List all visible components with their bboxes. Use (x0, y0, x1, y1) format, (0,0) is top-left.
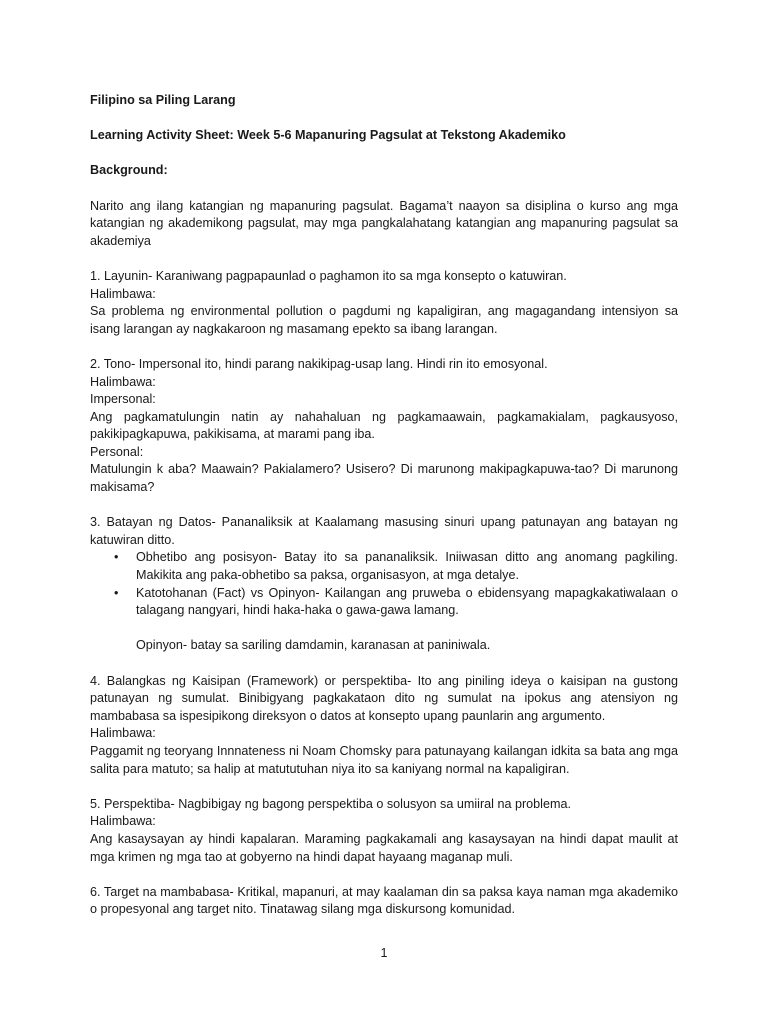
sheet-title: Learning Activity Sheet: Week 5-6 Mapanuring Pagsulat at Tekstong Akademiko (90, 128, 566, 143)
subject-title: Filipino sa Piling Larang (90, 93, 236, 107)
intro-paragraph: Narito ang ilang katangian ng mapanuring pagsulat. Bagama’t naayon sa disiplina o kurso ang mga katangian ng akademikong pagsulat, may mga pangkalahatang katangian ang mapanuring pagsulat sa akademiya (90, 198, 678, 248)
item5-example-label: Halimbawa: (90, 814, 156, 829)
item5-heading: 5. Perspektiba- Nagbibigay ng bagong perspektiba o solusyon sa umiiral na problema. (90, 796, 571, 811)
item2-personal-label: Personal: (90, 444, 144, 459)
background-heading: Background: (90, 163, 168, 178)
item4-example-label: Halimbawa: (90, 726, 156, 741)
item4-heading: 4. Balangkas ng Kaisipan (Framework) or perspektiba- Ito ang piniling ideya o kaisipan na gustong patunayan ng sumulat. Binibigyang pagkakataon dito ng sumulat na ipokus ang atensiyon ng mambabasa sa ispesipikong direksyon o datos at konsepto upang paunlarin ang argumento. (90, 673, 678, 723)
item2-personal-text: Matulungin k aba? Maawain? Pakialamero? Usisero? Di marunong makipagkapuwa-tao? Di marunong makisama? (90, 462, 678, 495)
page-number: 1 (380, 946, 388, 960)
item6-heading: 6. Target na mambabasa- Kritikal, mapanuri, at may kaalaman din sa paksa kaya naman mga akademiko o propesyonal ang target nito. Tinatawag silang mga diskursong komunidad. (90, 884, 678, 917)
item2-impersonal-text: Ang pagkamatulungin natin ay nahahaluan ng pagkamaawain, pagkamakialam, pagkausyoso, pakikipagkapuwa, pakikisama, at marami pang iba. (90, 409, 678, 442)
item5-example-text: Ang kasaysayan ay hindi kapalaran. Maraming pagkakamali ang kasaysayan na hindi dapat maulit at mga krimen ng mga tao at gobyerno na hindi dapat hayaang maganap muli. (90, 831, 678, 864)
list-item: • Obhetibo ang posisyon- Batay ito sa pananaliksik. Iniiwasan ditto ang anomang pagkiling. Makikita ang paka-obhetibo sa paksa, organisasyon, at mga detalye. (90, 549, 678, 584)
item3-bullet-list (90, 549, 678, 619)
item3-heading: 3. Batayan ng Datos- Pananaliksik at Kaalamang masusing sinuri upang patunayan ang batayan ng katuwiran ditto. (90, 515, 678, 547)
item1-example-text: Sa problema ng environmental pollution o pagdumi ng kapaligiran, ang magagandang intensiyon sa isang larangan ay nagkakaroon ng masamang epekto sa ibang larangan. (90, 304, 678, 336)
item2-impersonal-label: Impersonal: (90, 392, 156, 407)
item4-example-text: Paggamit ng teoryang Innnateness ni Noam Chomsky para patunayang kailangan idkita sa bata ang mga salita para matuto; sa halip at matututuhan niya ito sa kaniyang normal na kapaligiran. (90, 743, 678, 776)
item2-heading: 2. Tono- Impersonal ito, hindi parang nakikipag-usap lang. Hindi rin ito emosyonal. (90, 356, 548, 371)
item3-opinion-text: Opinyon- batay sa sariling damdamin, karanasan at paniniwala. (136, 638, 491, 653)
list-item: • Katotohanan (Fact) vs Opinyon- Kailangan ang pruweba o ebidensyang mapagkakatiwalaan o talagang nangyari, hindi haka-haka o gawa-gawa lamang. (90, 585, 678, 620)
item1-heading: 1. Layunin- Karaniwang pagpapaunlad o paghamon ito sa mga konsepto o katuwiran. (90, 268, 567, 283)
item2-example-label: Halimbawa: (90, 374, 156, 389)
item1-example-label: Halimbawa: (90, 286, 156, 301)
